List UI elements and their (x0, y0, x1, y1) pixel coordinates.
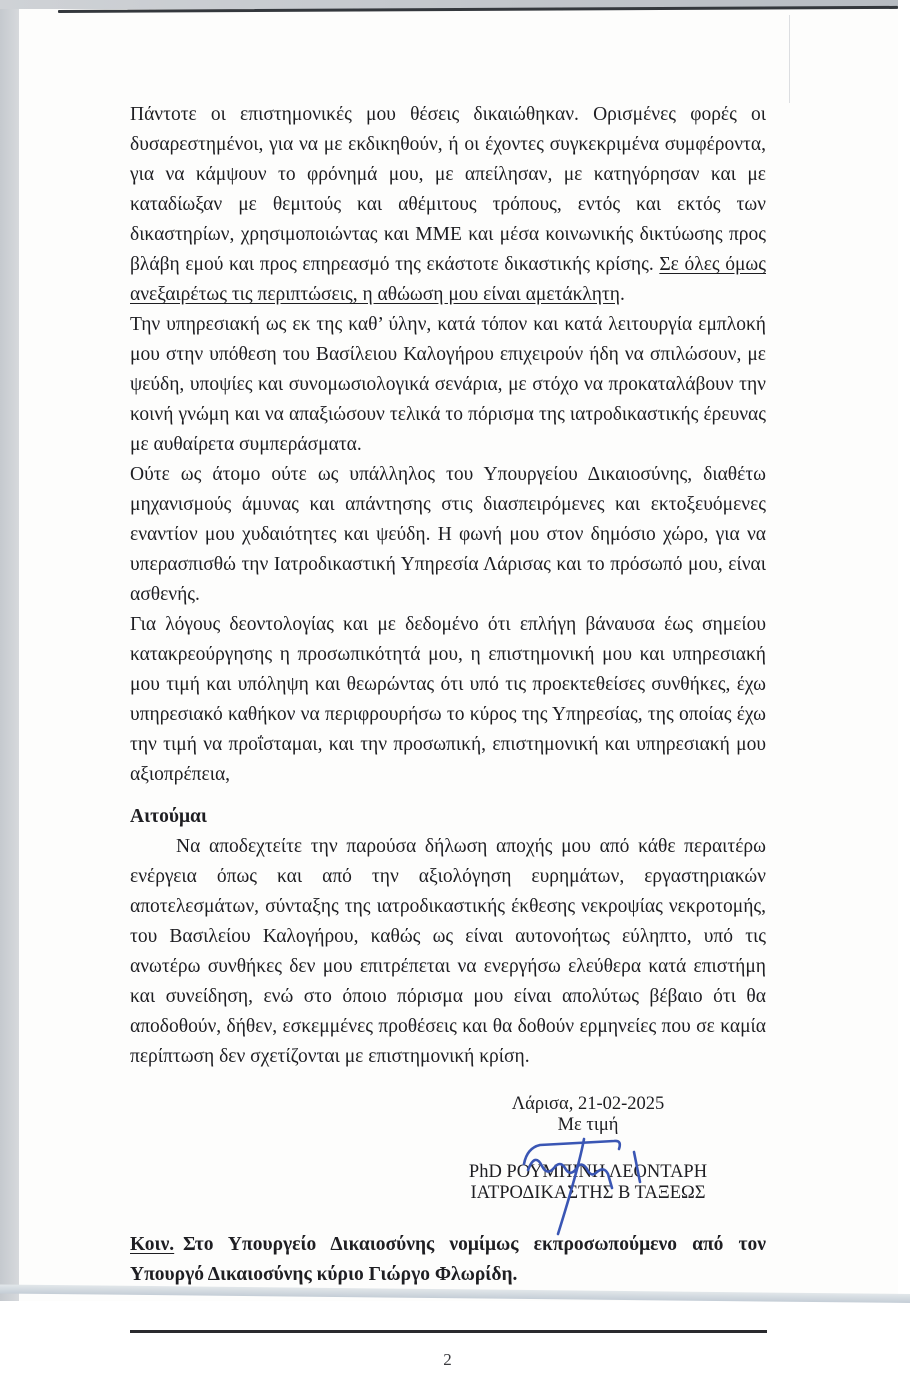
paragraph-4: Για λόγους δεοντολογίας και με δεδομένο ότι επλήγη βάναυσα έως σημείου κατακρεούργησης η προσωπικότητά μου, η επιστημονική μου και υπηρεσιακή μου τιμή και υπόληψη και θεωρώντας ότι υπό τις προεκτεθείσες συνθήκες, έχω υπηρεσιακό καθήκον να περιφρουρήσω το κύρος της Υπηρεσίας, της οποίας έχω την τιμή να προΐσταμαι, και την προσωπική, επιστημονική και υπηρεσιακή μου αξιοπρέπεια, (130, 614, 766, 785)
paragraph-1-text: Πάντοτε οι επιστημονικές μου θέσεις δικαιώθηκαν. Ορισμένες φορές οι δυσαρεστημένοι, για να με εκδικηθούν, ή οι έχοντες συγκεκριμένα συμφέροντα, για να κάμψουν το φρόνημά μου, με απείλησαν, με κατηγόρησαν και με καταδίωξαν με θεμιτούς και αθέμιτους τρόπους, εντός και εκτός των δικαστηρίων, χρησιμοποιώντας και ΜΜΕ και μέσα κοινωνικής δικτύωσης προς βλάβη εμού και προς επηρεασμό της εκάστοτε δικαστικής κρίσης. (130, 104, 766, 275)
paragraph-1-underlined-text: Σε όλες όμως ανεξαιρέτως τις περιπτώσεις, η αθώωση μου είναι αμετάκλητη (130, 254, 766, 305)
page-content (130, 100, 766, 1375)
paragraph-5: Να αποδεχτείτε την παρούσα δήλωση αποχής μου από κάθε περαιτέρω ενέργεια όπως και από την αξιολόγηση ευρημάτων, εργαστηριακών αποτελεσμάτων, σύνταξης της ιατροδικαστικής έκθεσης νεκροψίας νεκροτομής, του Βασιλείου Καλογήρου, καθώς ως είναι αυτονοήτως εύληπτο, υπό τις ανωτέρω συνθήκες δεν μου επιτρέπεται να ενεργήσω ελεύθερα κατά επιστήμη και συνείδηση, ενώ στο όποιο πόρισμα μου είναι απολύτως βέβαιο ότι θα αποδοθούν, δήθεν, εσκεμμένες προθέσεις και θα δοθούν ερμηνείες που σε καμία περίπτωση δεν σχετίζονται με επιστημονική κρίση. (130, 836, 766, 1067)
cc-label: Κοιν. (130, 1234, 175, 1255)
cc-text: Στο Υπουργείο Δικαιοσύνης νομίμως εκπροσωπούμενο από τον Υπουργό Δικαιοσύνης κύριο Γιώργο Φλωρίδη. (130, 1234, 766, 1285)
paragraph-1-period: . (619, 284, 625, 305)
footer-rule (130, 1330, 767, 1333)
paragraph-1 (130, 100, 766, 310)
scan-artifact-line (789, 15, 790, 103)
closing-block (418, 1094, 758, 1204)
paragraph-2: Την υπηρεσιακή ως εκ της καθ’ ύλην, κατά τόπον και κατά λειτουργία εμπλοκή μου στην υπόθεση του Βασίλειου Καλογήρου επιχειρούν ήδη να σπιλώσουν, με ψεύδη, υποψίες και συνομωσιολογικά σενάρια, με στόχο να προκαταλάβουν την κοινή γνώμη και να απαξιώσουν τελικά το πόρισμα της ιατροδικαστικής έρευνας με αυθαίρετα συμπεράσματα. (130, 314, 766, 455)
scan-edge-left (0, 0, 19, 1301)
signatory-title: ΙΑΤΡΟΔΙΚΑΣΤΗΣ Β ΤΑΞΕΩΣ (470, 1183, 706, 1203)
signatory-name: PhD ΡΟΥΜΠΙΝΗ ΛΕΟΝΤΑΡΗ (468, 1162, 708, 1182)
paragraph-3: Ούτε ως άτομο ούτε ως υπάλληλος του Υπουργείου Δικαιοσύνης, διαθέτω μηχανισμούς άμυνας και απάντησης στις διασπειρόμενες και εκτοξευόμενες εναντίον μου χυδαιότητες και ψεύδη. Η φωνή μου στον δημόσιο χώρο, για να υπερασπισθώ την Ιατροδικαστική Υπηρεσία Λάρισας και το πρόσωπό μου, είναι ασθενής. (130, 464, 766, 605)
signature-area (418, 1136, 758, 1162)
request-heading: Αιτούμαι (130, 806, 207, 827)
salutation: Με τιμή (557, 1115, 619, 1135)
cc-line (130, 1230, 766, 1290)
page-number: 2 (443, 1349, 453, 1369)
place-and-date: Λάρισα, 21-02-2025 (511, 1094, 665, 1114)
